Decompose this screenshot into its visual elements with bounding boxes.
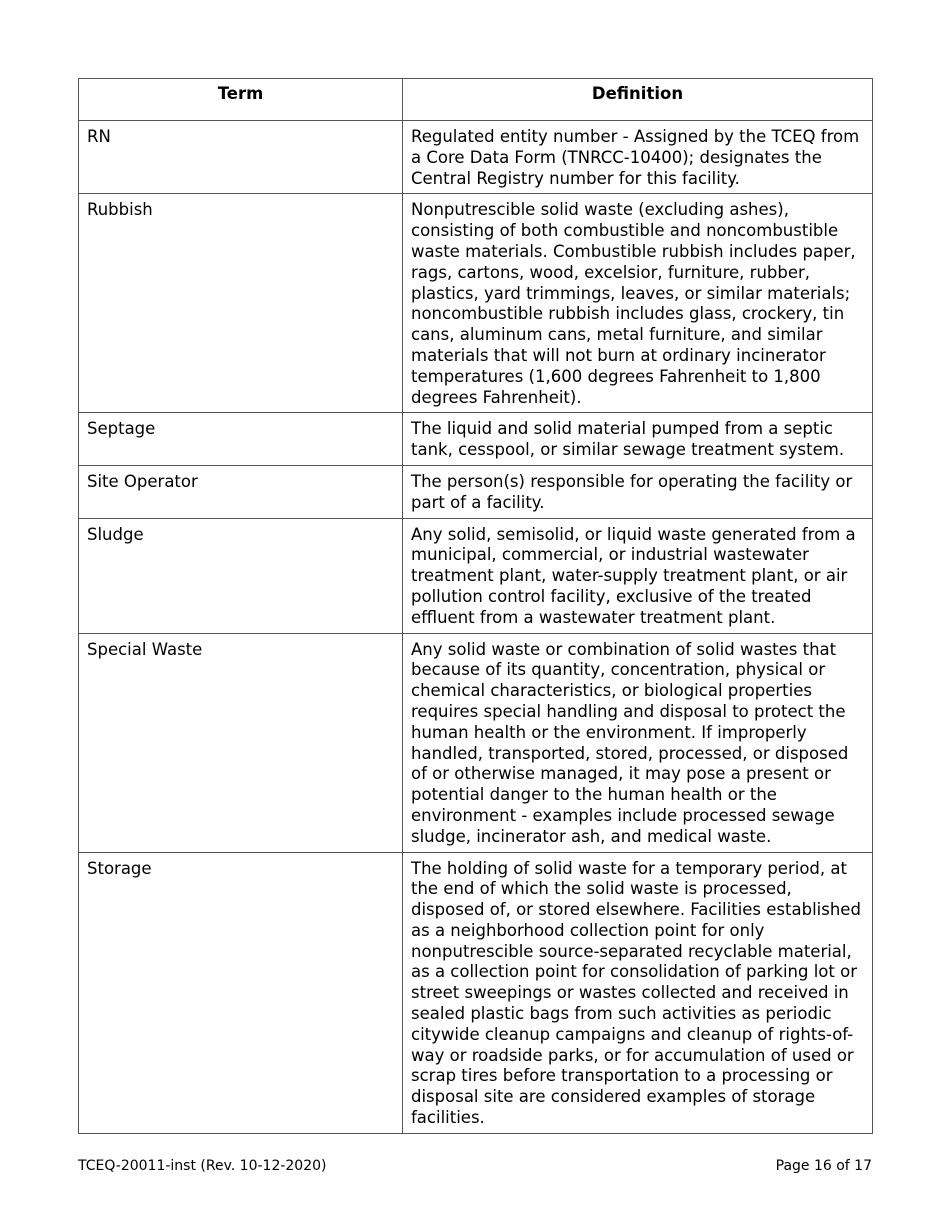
definitions-table: [78, 78, 873, 1134]
table-row: [79, 633, 873, 852]
definition-cell: The person(s) responsible for operating the facility or part of a facility.: [403, 465, 873, 518]
table-row: [79, 518, 873, 633]
term-column-header: Term: [79, 79, 403, 121]
definition-column-header: Definition: [403, 79, 873, 121]
form-id-footer: TCEQ-20011-inst (Rev. 10-12-2020): [78, 1158, 327, 1174]
page-number-footer: Page 16 of 17: [775, 1158, 872, 1174]
table-header-row: [79, 79, 873, 121]
term-cell: Storage: [79, 852, 403, 1133]
term-cell: Sludge: [79, 518, 403, 633]
term-cell: Special Waste: [79, 633, 403, 852]
definition-cell: The holding of solid waste for a temporary period, at the end of which the solid waste is processed, disposed of, or stored elsewhere. Facilities established as a neighborhood collection point for only nonputrescible source-separated recyclable material, as a collection point for consolidation of parking lot or street sweepings or wastes collected and received in sealed plastic bags from such activities as periodic citywide cleanup campaigns and cleanup of rights-of-way or roadside parks, or for accumulation of used or scrap tires before transportation to a processing or disposal site are considered examples of storage facilities.: [403, 852, 873, 1133]
definition-cell: Nonputrescible solid waste (excluding ashes), consisting of both combustible and noncombustible waste materials. Combustible rubbish includes paper, rags, cartons, wood, excelsior, furniture, rubber, plastics, yard trimmings, leaves, or similar materials; noncombustible rubbish includes glass, crockery, tin cans, aluminum cans, metal furniture, and similar materials that will not burn at ordinary incinerator temperatures (1,600 degrees Fahrenheit to 1,800 degrees Fahrenheit).: [403, 194, 873, 413]
term-cell: RN: [79, 121, 403, 194]
table-row: [79, 465, 873, 518]
definition-cell: Any solid, semisolid, or liquid waste generated from a municipal, commercial, or industrial wastewater treatment plant, water-supply treatment plant, or air pollution control facility, exclusive of the treated effluent from a wastewater treatment plant.: [403, 518, 873, 633]
table-row: [79, 852, 873, 1133]
term-cell: Site Operator: [79, 465, 403, 518]
definition-cell: Regulated entity number - Assigned by the TCEQ from a Core Data Form (TNRCC-10400); designates the Central Registry number for this facility.: [403, 121, 873, 194]
definition-cell: The liquid and solid material pumped from a septic tank, cesspool, or similar sewage treatment system.: [403, 413, 873, 466]
table-row: [79, 121, 873, 194]
term-cell: Septage: [79, 413, 403, 466]
definition-cell: Any solid waste or combination of solid wastes that because of its quantity, concentration, physical or chemical characteristics, or biological properties requires special handling and disposal to protect the human health or the environment. If improperly handled, transported, stored, processed, or disposed of or otherwise managed, it may pose a present or potential danger to the human health or the environment - examples include processed sewage sludge, incinerator ash, and medical waste.: [403, 633, 873, 852]
table-row: [79, 413, 873, 466]
table-row: [79, 194, 873, 413]
term-cell: Rubbish: [79, 194, 403, 413]
